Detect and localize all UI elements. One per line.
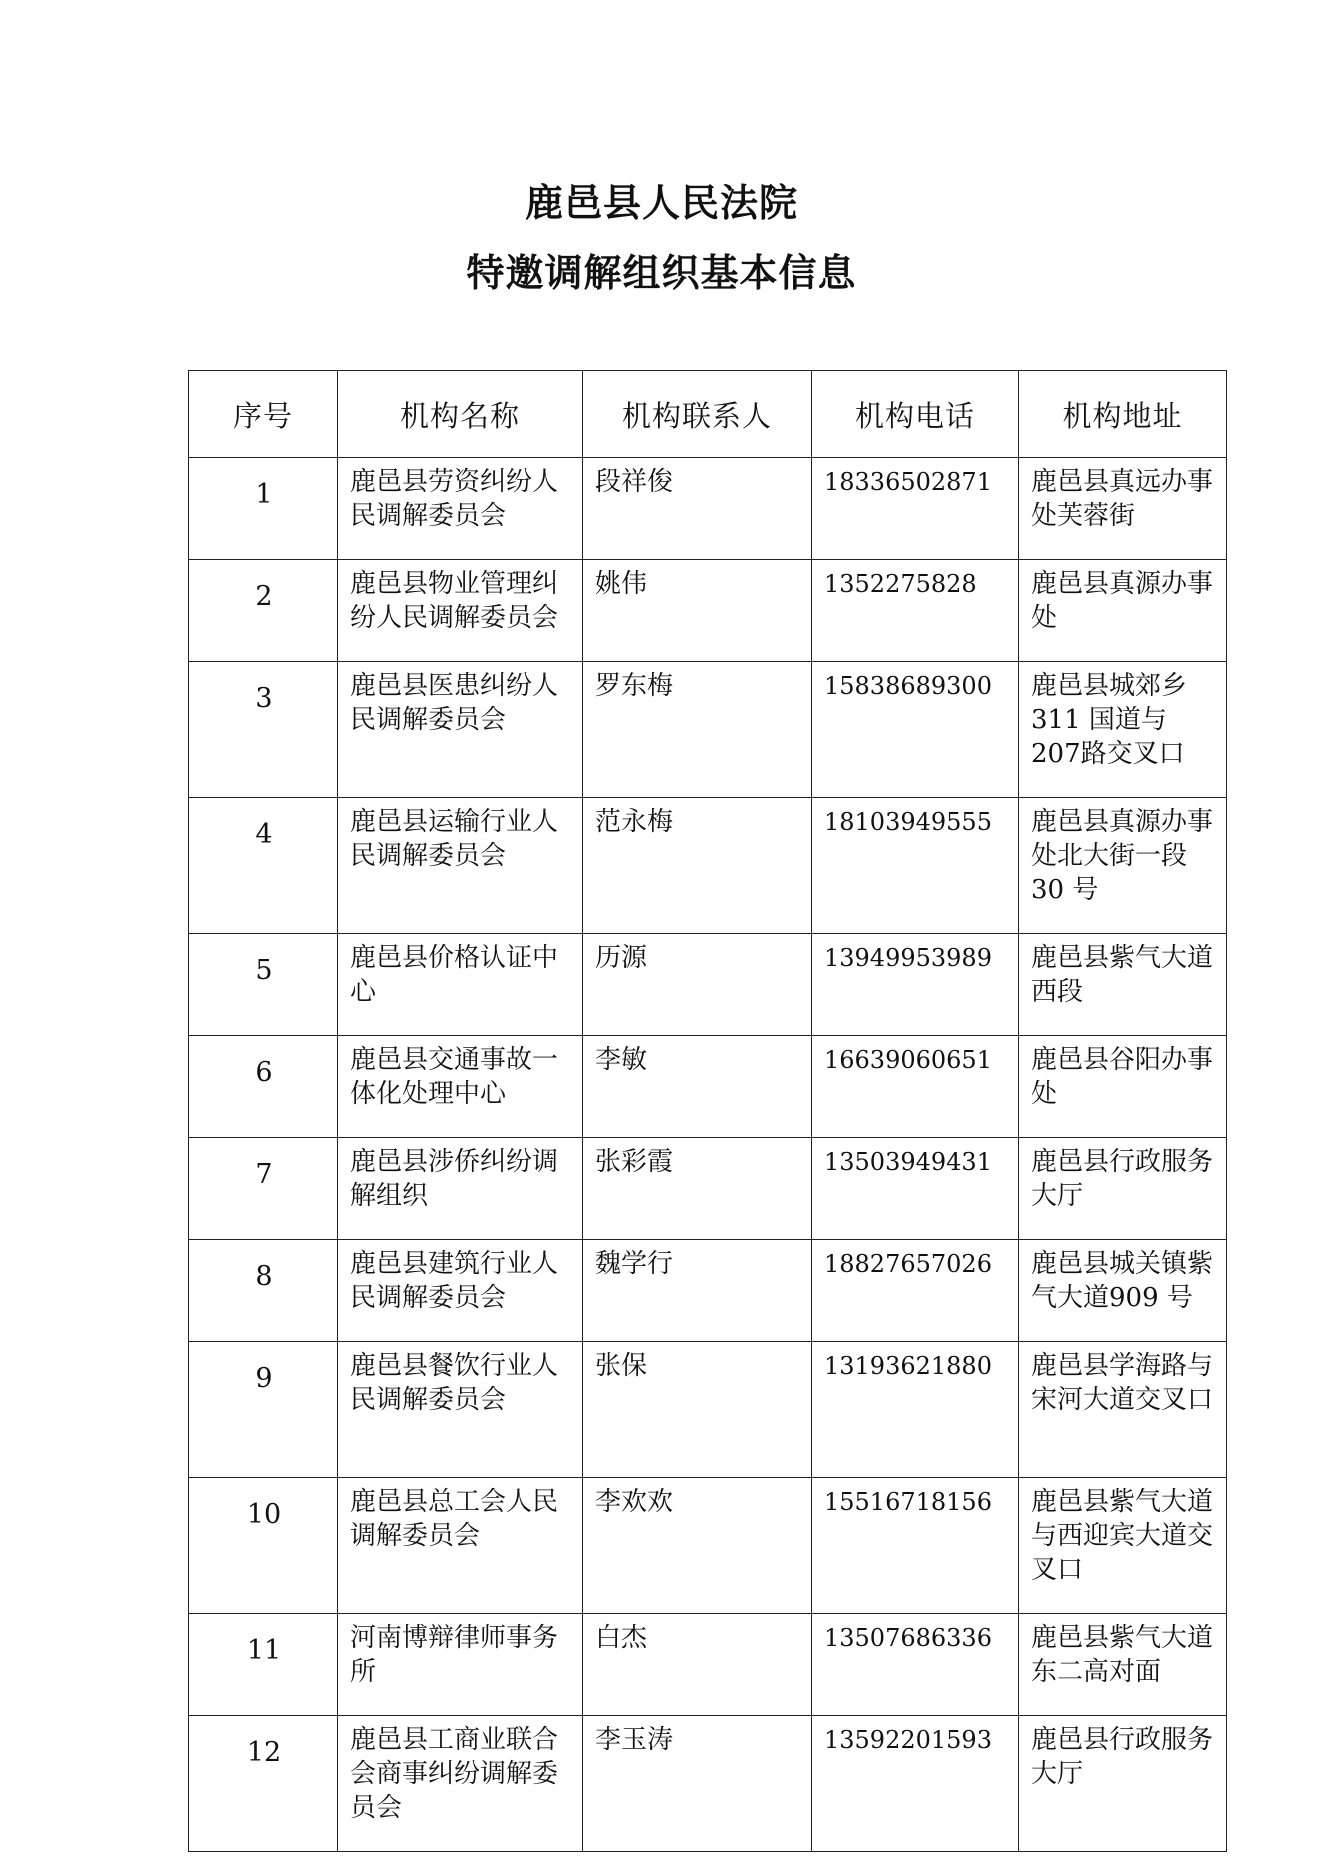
org-address: 鹿邑县紫气大道西段 [1019, 934, 1227, 1036]
table-row [189, 1478, 1227, 1614]
contact-person: 白杰 [583, 1614, 812, 1716]
row-index: 8 [189, 1240, 338, 1342]
header-org-name: 机构名称 [338, 371, 583, 458]
org-address: 鹿邑县真源办事处北大街一段 30 号 [1019, 798, 1227, 934]
row-index: 7 [189, 1138, 338, 1240]
org-address: 鹿邑县城关镇紫气大道909 号 [1019, 1240, 1227, 1342]
table-header-row [189, 371, 1227, 458]
org-name: 鹿邑县总工会人民调解委员会 [338, 1478, 583, 1614]
row-index: 11 [189, 1614, 338, 1716]
row-index: 3 [189, 662, 338, 798]
contact-person: 范永梅 [583, 798, 812, 934]
org-address: 鹿邑县真远办事处芙蓉街 [1019, 458, 1227, 560]
org-name: 河南博辩律师事务所 [338, 1614, 583, 1716]
phone-number: 15838689300 [812, 662, 1019, 798]
phone-number: 1352275828 [812, 560, 1019, 662]
table-row [189, 560, 1227, 662]
org-name: 鹿邑县物业管理纠纷人民调解委员会 [338, 560, 583, 662]
header-contact: 机构联系人 [583, 371, 812, 458]
row-index: 6 [189, 1036, 338, 1138]
header-index: 序号 [189, 371, 338, 458]
org-address: 鹿邑县行政服务大厅 [1019, 1716, 1227, 1852]
org-address: 鹿邑县紫气大道与西迎宾大道交叉口 [1019, 1478, 1227, 1614]
table-row [189, 1716, 1227, 1852]
organization-table [188, 370, 1227, 1852]
phone-number: 18103949555 [812, 798, 1019, 934]
row-index: 2 [189, 560, 338, 662]
phone-number: 16639060651 [812, 1036, 1019, 1138]
contact-person: 魏学行 [583, 1240, 812, 1342]
org-name: 鹿邑县餐饮行业人民调解委员会 [338, 1342, 583, 1478]
table-row [189, 1342, 1227, 1478]
org-address: 鹿邑县真源办事处 [1019, 560, 1227, 662]
org-name: 鹿邑县工商业联合会商事纠纷调解委员会 [338, 1716, 583, 1852]
table-row [189, 458, 1227, 560]
org-name: 鹿邑县医患纠纷人民调解委员会 [338, 662, 583, 798]
contact-person: 段祥俊 [583, 458, 812, 560]
contact-person: 李欢欢 [583, 1478, 812, 1614]
org-address: 鹿邑县行政服务大厅 [1019, 1138, 1227, 1240]
phone-number: 13507686336 [812, 1614, 1019, 1716]
org-address: 鹿邑县学海路与宋河大道交叉口 [1019, 1342, 1227, 1478]
phone-number: 13949953989 [812, 934, 1019, 1036]
org-address: 鹿邑县谷阳办事处 [1019, 1036, 1227, 1138]
contact-person: 李敏 [583, 1036, 812, 1138]
phone-number: 13503949431 [812, 1138, 1019, 1240]
table-row [189, 1614, 1227, 1716]
phone-number: 13193621880 [812, 1342, 1019, 1478]
table-row [189, 662, 1227, 798]
contact-person: 姚伟 [583, 560, 812, 662]
row-index: 5 [189, 934, 338, 1036]
table-row [189, 798, 1227, 934]
phone-number: 13592201593 [812, 1716, 1019, 1852]
table-row [189, 1036, 1227, 1138]
contact-person: 张彩霞 [583, 1138, 812, 1240]
document-title [0, 168, 1323, 308]
row-index: 4 [189, 798, 338, 934]
header-address: 机构地址 [1019, 371, 1227, 458]
title-line-1: 鹿邑县人民法院 [524, 181, 798, 225]
phone-number: 15516718156 [812, 1478, 1019, 1614]
row-index: 12 [189, 1716, 338, 1852]
org-name: 鹿邑县涉侨纠纷调解组织 [338, 1138, 583, 1240]
org-address: 鹿邑县紫气大道东二高对面 [1019, 1614, 1227, 1716]
table-row [189, 934, 1227, 1036]
org-name: 鹿邑县价格认证中心 [338, 934, 583, 1036]
org-name: 鹿邑县运输行业人民调解委员会 [338, 798, 583, 934]
row-index: 1 [189, 458, 338, 560]
org-name: 鹿邑县交通事故一体化处理中心 [338, 1036, 583, 1138]
org-name: 鹿邑县劳资纠纷人民调解委员会 [338, 458, 583, 560]
row-index: 10 [189, 1478, 338, 1614]
row-index: 9 [189, 1342, 338, 1478]
phone-number: 18336502871 [812, 458, 1019, 560]
contact-person: 历源 [583, 934, 812, 1036]
title-line-2: 特邀调解组织基本信息 [466, 251, 857, 295]
table-row [189, 1138, 1227, 1240]
contact-person: 罗东梅 [583, 662, 812, 798]
contact-person: 张保 [583, 1342, 812, 1478]
table-row [189, 1240, 1227, 1342]
contact-person: 李玉涛 [583, 1716, 812, 1852]
phone-number: 18827657026 [812, 1240, 1019, 1342]
org-name: 鹿邑县建筑行业人民调解委员会 [338, 1240, 583, 1342]
org-address: 鹿邑县城郊乡311 国道与207路交叉口 [1019, 662, 1227, 798]
header-phone: 机构电话 [812, 371, 1019, 458]
